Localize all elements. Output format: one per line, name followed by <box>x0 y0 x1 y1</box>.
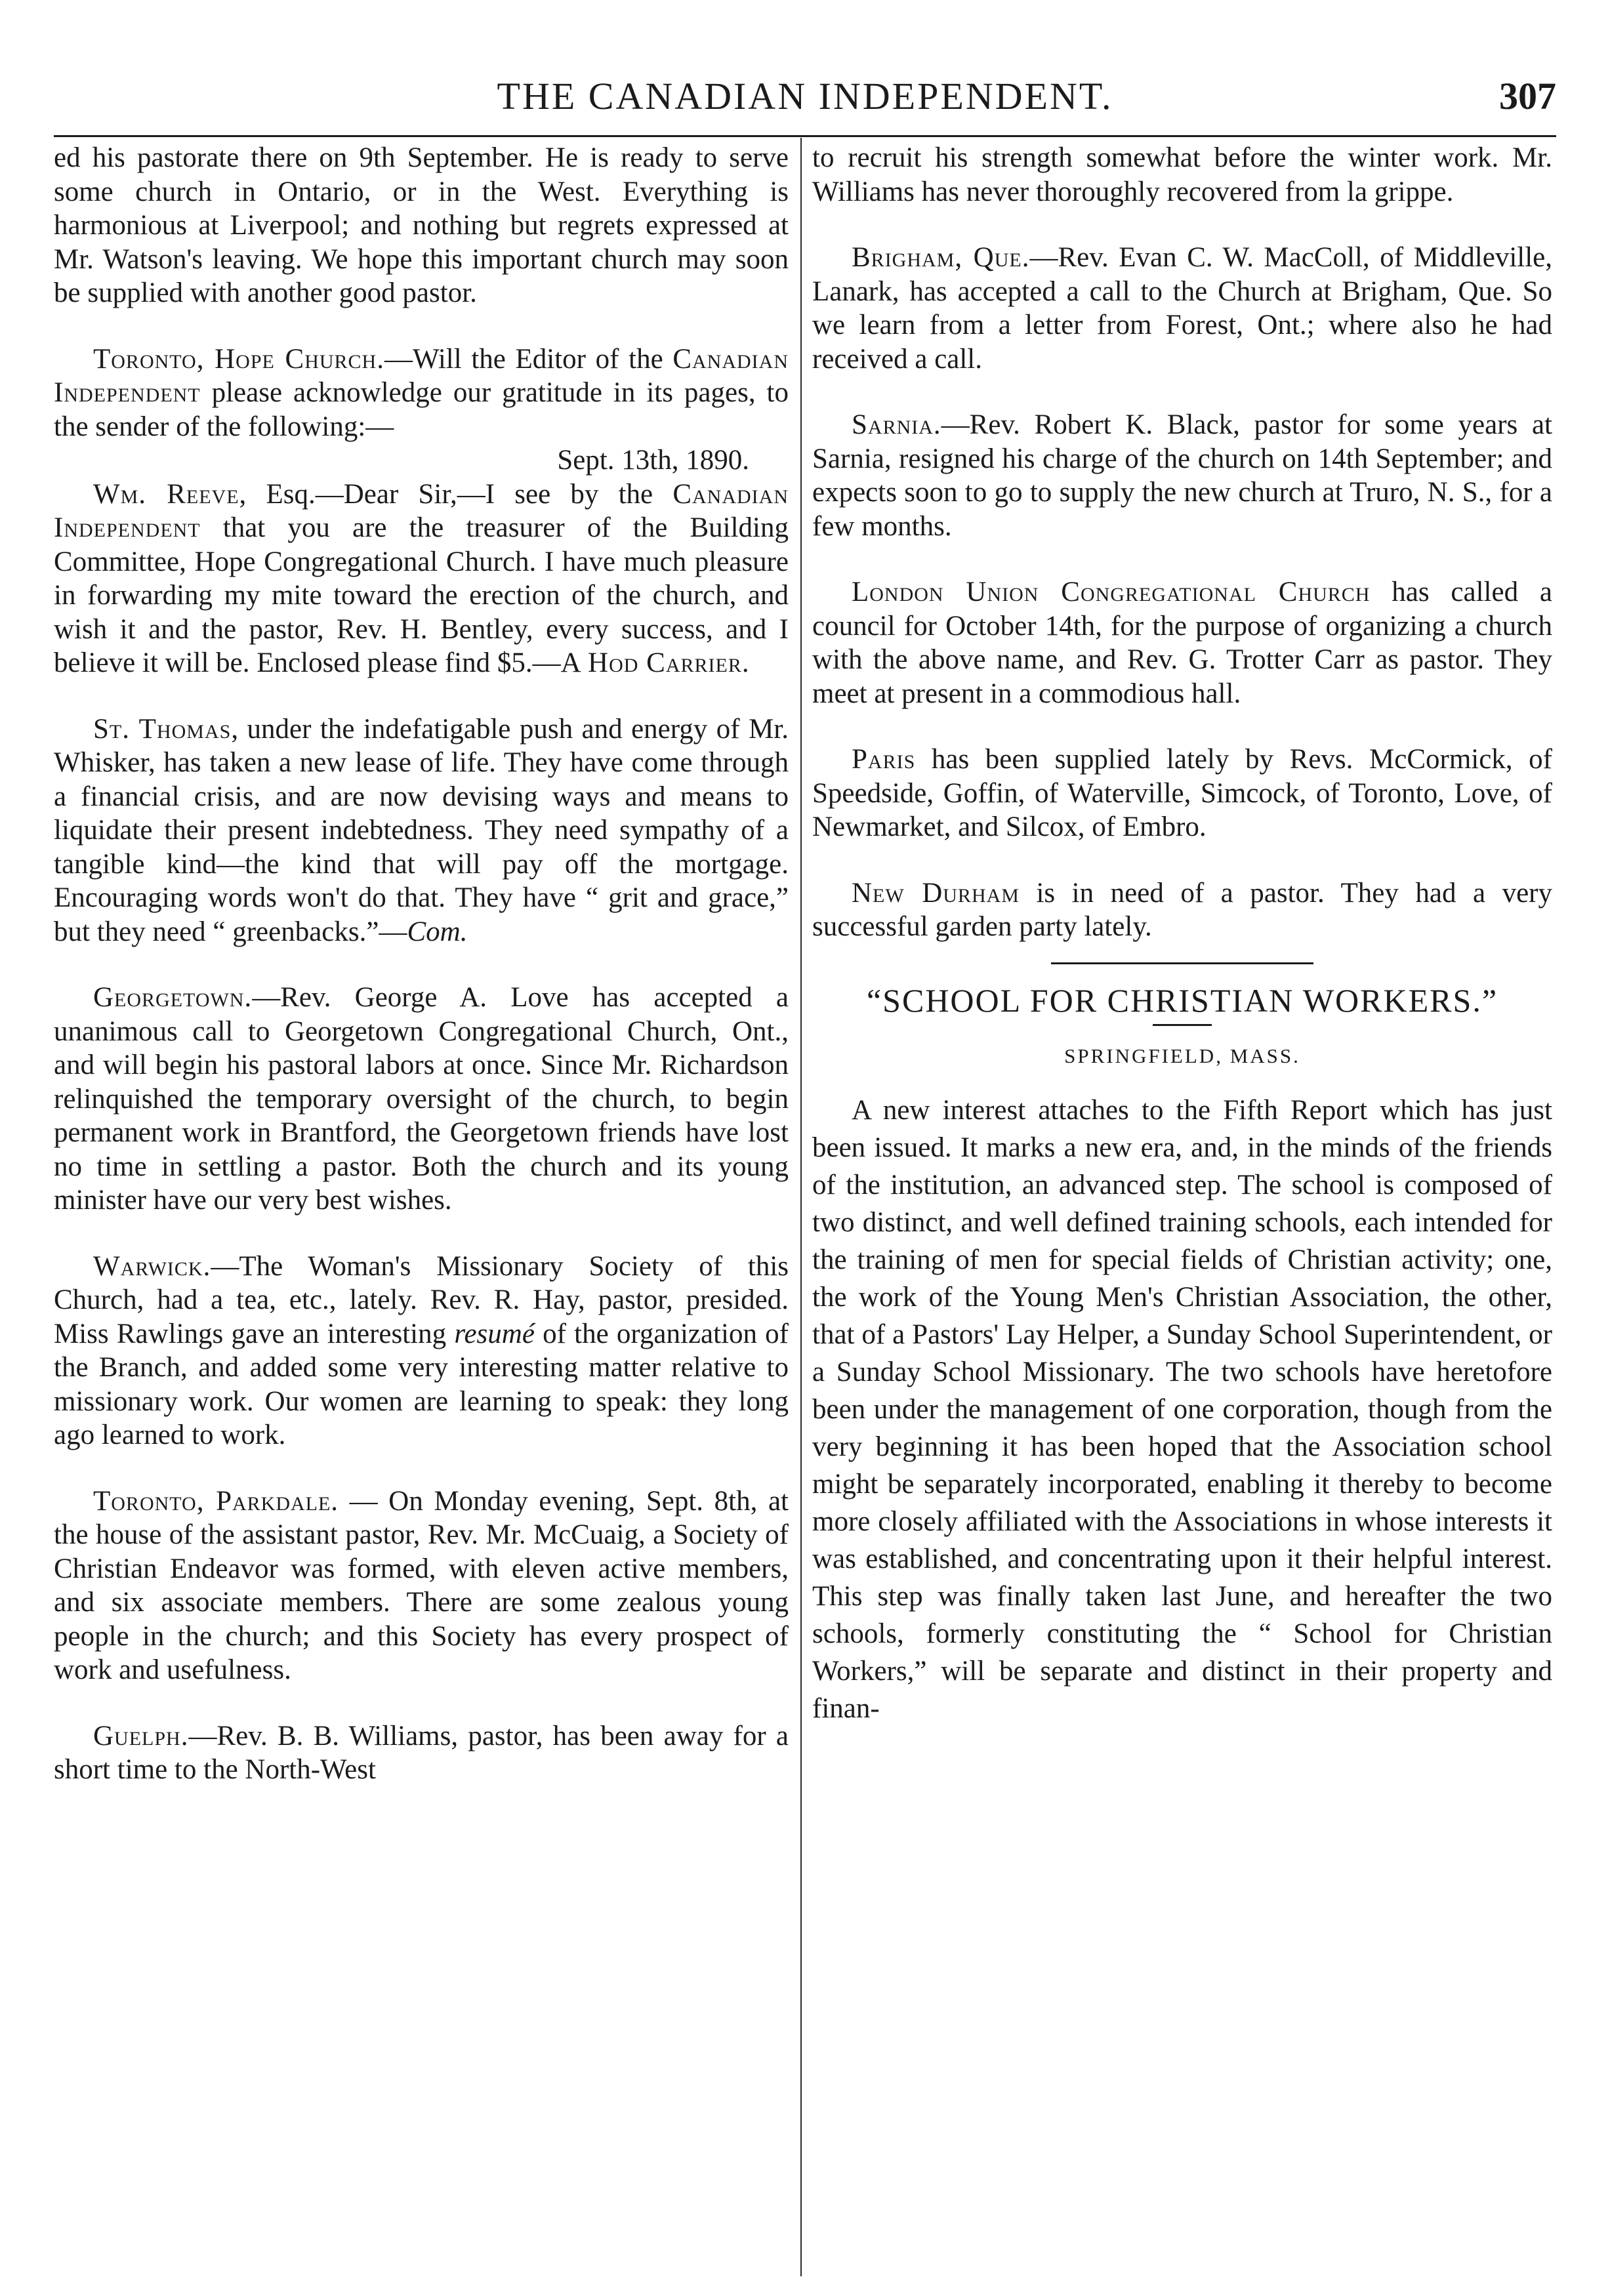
signature: Com. <box>407 916 468 947</box>
paris-item <box>812 743 1552 844</box>
left-column <box>54 141 789 1819</box>
item-heading: Warwick. <box>93 1250 211 1282</box>
london-union-item <box>812 575 1552 710</box>
text: , under the indefatigable push and energy of Mr. Whisker, has taken a new lease of life. They have come through a financial crisis, and are now devising ways and means to liquidate their present indebtedness. They need sympathy of a tangible kind—the kind that will pay off the mortgage. Encouraging words won't do that. They have “ grit and grace,” but they need “ greenbacks.”— <box>54 713 789 947</box>
item-heading: Toronto, Hope Church. <box>93 343 384 375</box>
parkdale-item <box>54 1485 789 1687</box>
guelph-continued <box>812 141 1552 209</box>
text: A new interest attaches to the Fifth Report which has just been issued. It marks a new era, and, in the minds of the friends of the institution, an advanced step. The school is composed of two distinct, and well defined training schools, each intended for the training of men for special fields of Christian activity; one, the work of the Young Men's Christian Association, the other, that of a Pastors' Lay Helper, a Sunday School Superintendent, or a Sunday School Missionary. The two schools have heretofore been under the management of one corporation, though from the very beginning it has been hoped that the Association school might be separately incorporated, enabling it thereby to become more closely affiliated with the Associations in whose interests it was established, and concentrating upon it their helpful interest. This step was finally taken last June, and hereafter the two schools, formerly constituting the “ School for Christian Workers,” will be separate and distinct in their property and finan- <box>812 1094 1552 1724</box>
text: —Will the Editor of the <box>384 343 673 375</box>
header-rule <box>54 135 1556 137</box>
letter-date: Sept. 13th, 1890. <box>557 445 749 476</box>
text: —Rev. George A. Love has accepted a unanimous call to Georgetown Congregational Church, Ont., and will begin his pastoral labors at once. Since Mr. Richardson relinquished the temporary oversight of the church, to begin permanent work in Brantford, the Georgetown friends have lost no time in settling a pastor. Both the church and its young minister have our very best wishes. <box>54 982 789 1216</box>
text: please acknowledge our gratitude in its pages, to the sender of the following:— <box>54 377 789 442</box>
text: is in need of a pastor. They had a very successful garden party lately. <box>812 877 1552 942</box>
item-heading: Paris <box>852 744 916 775</box>
text: of the organization of the Branch, and added some very interesting matter relative to missionary work. Our women are learning to speak: they long ago learned to work. <box>54 1318 789 1450</box>
section-subtitle: SPRINGFIELD, MASS. <box>1064 1044 1300 1067</box>
item-heading: Toronto, Parkdale. <box>93 1485 339 1517</box>
item-heading: Sarnia. <box>852 409 941 440</box>
italic-word: resumé <box>454 1318 535 1349</box>
publication-name: Canadian Independent <box>54 478 789 543</box>
text: has been supplied lately by Revs. McCormick, of Speedside, Goffin, of Waterville, Simcock, of Toronto, Love, of Newmarket, and Silcox, of Embro. <box>812 744 1552 842</box>
text: — On Monday evening, Sept. 8th, at the house of the assistant pastor, Rev. Mr. McCuaig, a Society of Christian Endeavor was formed, with eleven active members, and six associate members. There are some zealous young people in the church; and this Society has every prospect of work and usefulness. <box>54 1485 789 1685</box>
page-header <box>54 62 1556 134</box>
section-title: “SCHOOL FOR CHRISTIAN WORKERS.” <box>866 981 1498 1019</box>
warwick-item <box>54 1250 789 1452</box>
column-divider <box>800 138 802 2276</box>
hod-carrier-letter <box>54 478 789 680</box>
text: —Rev. Evan C. W. MacColl, of Middleville, Lanark, has accepted a call to the Church at Brigham, Que. So we learn from a letter from Forest, Ont.; where also he had received a call. <box>812 242 1552 375</box>
text: —Rev. Robert K. Black, pastor for some years at Sarnia, resigned his charge of the church on 14th September; and expects soon to go to supply the new church at Truro, N. S., for a few months. <box>812 409 1552 542</box>
item-heading: London Union Congregational Church <box>852 577 1371 607</box>
item-heading: New Durham <box>852 877 1020 909</box>
right-column <box>812 141 1552 1759</box>
sarnia-item <box>812 408 1552 543</box>
text: has called a council for October 14th, for the purpose of organizing a church with the above name, and Rev. G. Trotter Carr as pastor. They meet at present in a commodious hall. <box>812 577 1552 709</box>
item-heading: Georgetown. <box>93 982 253 1013</box>
item-heading: Wm. Reeve <box>93 478 239 510</box>
running-title: THE CANADIAN INDEPENDENT. <box>497 75 1113 117</box>
liverpool-item <box>54 141 789 310</box>
publication-name: Canadian Independent <box>54 343 789 408</box>
text: , Esq.—Dear Sir,—I see by the <box>239 478 673 510</box>
title-rule <box>1153 1024 1212 1026</box>
section-rule <box>1051 962 1313 964</box>
item-heading: St. Thomas <box>93 713 232 745</box>
toronto-hope-item <box>54 342 789 444</box>
guelph-item <box>54 1719 789 1787</box>
text: —Rev. B. B. Williams, pastor, has been away for a short time to the North-West <box>54 1720 789 1785</box>
georgetown-item <box>54 981 789 1218</box>
signature: A Hod Carrier. <box>560 647 750 678</box>
text: ed his pastorate there on 9th September. He is ready to serve some church in Ontario, or in the West. Everything is harmonious at Liverpool; and nothing but regrets expressed at Mr. Watson's leaving. We hope this important church may soon be supplied with another good pastor. <box>54 142 789 308</box>
school-report-paragraph <box>812 1092 1552 1727</box>
page-number: 307 <box>1499 75 1556 117</box>
st-thomas-item <box>54 712 789 949</box>
text: —The Woman's Missionary Society of this Church, had a tea, etc., lately. Rev. R. Hay, pastor, presided. Miss Rawlings gave an interesting <box>54 1250 789 1349</box>
text: that you are the treasurer of the Building Committee, Hope Congregational Church. I have much pleasure in forwarding my mite toward the erection of the church, and wish it and the pastor, Rev. H. Bentley, every success, and I believe it will be. Enclosed please find $5.— <box>54 512 789 678</box>
item-heading: Guelph. <box>93 1720 189 1752</box>
brigham-item <box>812 241 1552 376</box>
item-heading: Brigham, Que. <box>852 242 1030 273</box>
text: to recruit his strength somewhat before the winter work. Mr. Williams has never thoroughly recovered from la grippe. <box>812 142 1552 207</box>
new-durham-item <box>812 876 1552 944</box>
